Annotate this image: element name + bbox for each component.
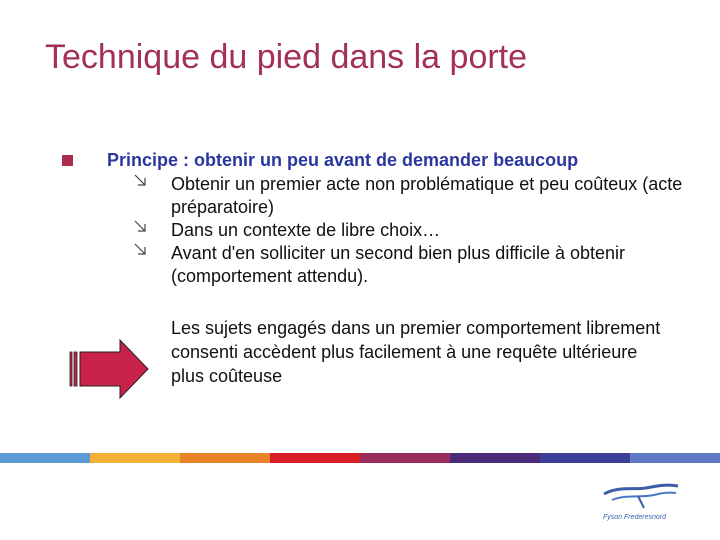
logo-text: Fyson Frederesnord (603, 514, 667, 521)
sub-list (133, 173, 693, 288)
logo-icon (598, 478, 682, 514)
bullet-square-icon (62, 155, 73, 166)
outline-arrow-icon (133, 219, 149, 239)
sub-item (133, 219, 693, 242)
sub-item-text: Dans un contexte de libre choix… (171, 220, 441, 240)
color-band (0, 453, 720, 463)
sub-item (133, 242, 693, 288)
outline-arrow-icon (133, 242, 149, 262)
conclusion-text: Les sujets engagés dans un premier comportement librement consenti accèdent plus facilement à une requête ultérieure plus coûteuse (171, 318, 661, 386)
sub-item-text: Obtenir un premier acte non problématique et peu coûteux (acte préparatoire) (171, 174, 683, 217)
principle-text: Principe : obtenir un peu avant de demander beaucoup (107, 150, 579, 170)
sub-item (133, 173, 693, 219)
striped-right-arrow-icon (68, 338, 152, 402)
outline-arrow-icon (133, 173, 149, 193)
slide-title: Technique du pied dans la porte (45, 38, 528, 76)
sub-item-text: Avant d'en solliciter un second bien plus difficile à obtenir (comportement attendu). (171, 243, 626, 286)
